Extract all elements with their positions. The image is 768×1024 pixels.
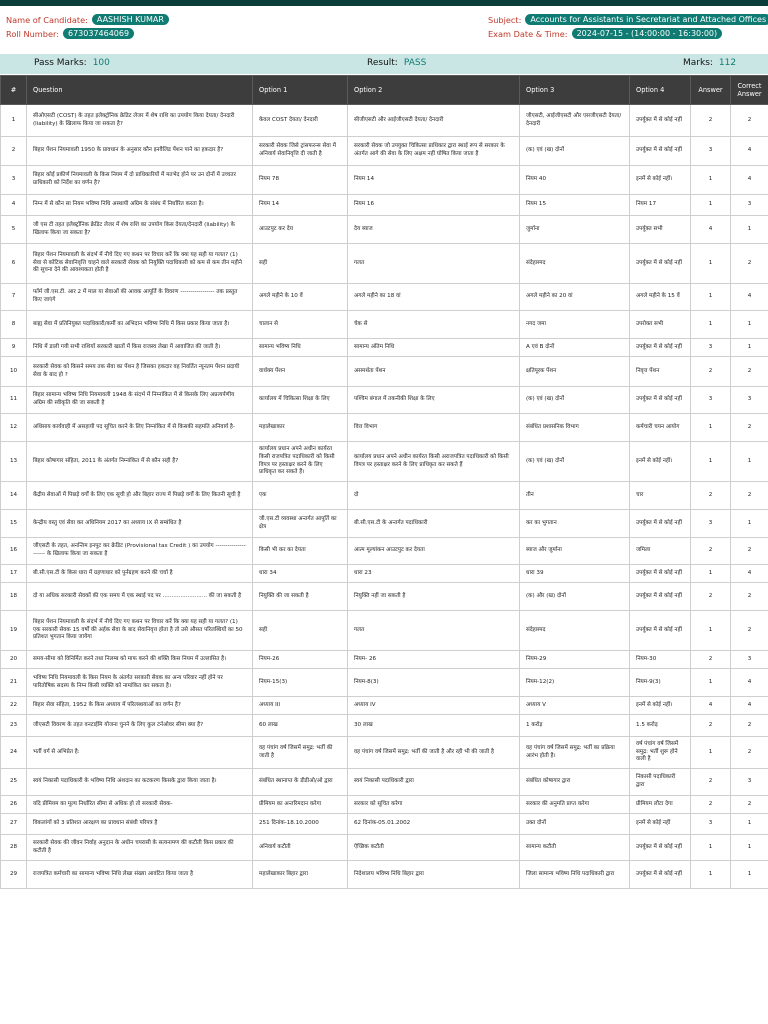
question-text: राजपत्रित कर्मचारी का सामान्य भविष्य निधि लेखा संख्या आवंटित किया जाता है (27, 861, 253, 889)
option-3: ब्याज और जुर्माना (520, 538, 630, 565)
correct-answer: 4 (731, 166, 768, 195)
option-1: नियम 14 (253, 195, 348, 216)
option-4: 1.5 करोड़ (630, 715, 691, 737)
option-4: कर्मचारी चयन आयोग (630, 414, 691, 442)
table-row (1, 611, 768, 651)
option-1: नियम-26 (253, 651, 348, 669)
option-2: कार्यालय प्रधान अपने अधीन कार्यरत किसी अराजपत्रित पदाधिकारी को किसी विपत्र पर हस्ताक्षर करने के लिए प्राधिकृत कर सकते हैं (348, 442, 520, 482)
correct-answer: 1 (731, 311, 768, 339)
option-2: गलत (348, 611, 520, 651)
option-1: सरकारी सेवक जिसे ट्रांसफरन्स सेवा में अनिवार्य सेवानिवृत्ति दी जाती है (253, 137, 348, 166)
option-1: वह पंचांग वर्ष जिसमें समुद्र: भर्ती की जाती है (253, 737, 348, 769)
question-number: 18 (1, 583, 27, 611)
marks-value: 112 (718, 58, 737, 68)
question-number: 19 (1, 611, 27, 651)
result (367, 58, 426, 68)
option-3: धारा 39 (520, 565, 630, 583)
given-answer: 4 (691, 216, 731, 244)
exam-label: Exam Date & Time: (488, 28, 568, 39)
question-text: भविष्य निधि नियमावली के किस नियम के अंतर्गत सरकारी सेवक का अन्य परिवार नहीं होने पर पारितोषिक सदस्य के निम्न किसी व्यक्ति को नामांकित कर सकता है। (27, 669, 253, 697)
correct-answer: 2 (731, 611, 768, 651)
pass-marks-value: 100 (92, 58, 110, 68)
question-text: अधिसाय कार्यवाही में असहायी पद सूचित करने के लिए निम्नांकित में से किसकी सहमति अनिवार्य है- (27, 414, 253, 442)
option-4: चार (630, 482, 691, 510)
correct-answer: 2 (731, 414, 768, 442)
option-2: स्वयं निकासी पदाधिकारी द्वारा (348, 769, 520, 796)
option-2: नियम- 26 (348, 651, 520, 669)
question-text: बिहार पेंशन नियमावली के संदर्भ में नीचे दिए गए कथन पर विचार करें कि क्या यह सही या गलत? (1) सेवा से कोटिक सेवानिवृत्ति चाहने वाले सरकारी सेवक को नियुक्ति पदाधिकारी को कम से कम तीन महीने की सूचना देने की आवश्यकता होती है (27, 244, 253, 284)
table-row (1, 814, 768, 835)
correct-answer: 4 (731, 697, 768, 715)
question-number: 23 (1, 715, 27, 737)
option-4: उपर्युक्त में से कोई नहीं (630, 387, 691, 414)
option-4: इनमें से कोई नहीं। (630, 166, 691, 195)
question-number: 13 (1, 442, 27, 482)
col-header-option-4: Option 4 (630, 76, 691, 105)
option-3: संदेहास्पद (520, 244, 630, 284)
question-text: केन्द्रीय वस्तु एवं सेवा कर अधिनियम 2017 का अध्याय IX से सम्बंधित है (27, 510, 253, 538)
option-1: सही (253, 244, 348, 284)
option-1: सामान्य भविष्य निधि (253, 339, 348, 357)
option-2: नियम-8(3) (348, 669, 520, 697)
table-row (1, 137, 768, 166)
candidate-name-badge: AASHISH KUMAR (92, 14, 169, 25)
question-number: 22 (1, 697, 27, 715)
correct-answer: 4 (731, 669, 768, 697)
table-row (1, 835, 768, 861)
given-answer: 2 (691, 651, 731, 669)
question-text: विकलांगों को 3 प्रतिशत आरक्षण का प्रावधान संबंधी परिपत्र है (27, 814, 253, 835)
option-1: महालेखाकार बिहार द्वारा (253, 861, 348, 889)
option-4: उपर्युक्त में से कोई नहीं (630, 835, 691, 861)
option-1: किसी भी कर का देयता (253, 538, 348, 565)
given-answer: 3 (691, 339, 731, 357)
given-answer: 2 (691, 715, 731, 737)
option-1: एक (253, 482, 348, 510)
correct-answer: 4 (731, 284, 768, 311)
table-row (1, 339, 768, 357)
given-answer: 1 (691, 442, 731, 482)
given-answer: 2 (691, 538, 731, 565)
table-body (1, 105, 768, 889)
option-3: (क) एवं (ख) दोनों (520, 442, 630, 482)
option-1: 60 लाख (253, 715, 348, 737)
option-4: उपर्युक्त में से कोई नहीं (630, 583, 691, 611)
correct-answer: 2 (731, 105, 768, 137)
option-1: नियुक्ति की जा सकती है (253, 583, 348, 611)
table-row (1, 442, 768, 482)
top-accent-bar (0, 0, 768, 6)
question-text: निम्न में से कौन सा नियम भविष्य निधि अस्थायी अग्रिम के संबंध में निर्धारित करता है। (27, 195, 253, 216)
correct-answer: 1 (731, 442, 768, 482)
table-row (1, 216, 768, 244)
given-answer: 2 (691, 105, 731, 137)
option-3: कर का भुगतान (520, 510, 630, 538)
exam-datetime-row (488, 28, 722, 39)
option-4: प्रीमियम लौटा देगा (630, 796, 691, 814)
question-number: 8 (1, 311, 27, 339)
question-text: बिहार सामान्य भविष्य निधि नियमावली 1948 के संदर्भ में निम्नांकित में से किसके लिए अप्रत्यर्पणीय अग्रिम की स्वीकृति की जा सकती है (27, 387, 253, 414)
question-number: 26 (1, 796, 27, 814)
option-4: उपर्युक्त में से कोई नहीं (630, 339, 691, 357)
option-4: नियम 17 (630, 195, 691, 216)
option-2: देय ब्याज (348, 216, 520, 244)
result-value: PASS (403, 58, 427, 68)
option-2: निदेशालय भविष्य निधि बिहार द्वारा (348, 861, 520, 889)
col-header-answer: Answer (691, 76, 731, 105)
correct-answer: 1 (731, 835, 768, 861)
option-3: सामान्य कटौती (520, 835, 630, 861)
given-answer: 1 (691, 166, 731, 195)
question-text: बिहार सेवा संहिता, 1952 के किस अध्याय में परिलब्धयाओं का वर्णन है? (27, 697, 253, 715)
table-row (1, 166, 768, 195)
given-answer: 2 (691, 357, 731, 387)
given-answer: 1 (691, 835, 731, 861)
option-3: नियम-12(2) (520, 669, 630, 697)
correct-answer: 1 (731, 814, 768, 835)
given-answer: 4 (691, 697, 731, 715)
table-row (1, 311, 768, 339)
option-1: अनिवार्य कटौती (253, 835, 348, 861)
given-answer: 1 (691, 861, 731, 889)
option-3: उक्त दोनों (520, 814, 630, 835)
option-2: आत्म मूल्यांकन आउटपुट कर देयता (348, 538, 520, 565)
option-1: सही (253, 611, 348, 651)
option-2: अध्याय IV (348, 697, 520, 715)
table-row (1, 769, 768, 796)
col-header-option-3: Option 3 (520, 76, 630, 105)
col-header-number: # (1, 76, 27, 105)
table-row (1, 796, 768, 814)
given-answer: 1 (691, 669, 731, 697)
question-text: सरकारी सेवक की जीवन निर्वाह अनुदान के अधीन चपरासी के सत्यनामण की कटौती किस प्रकार की कटौती है (27, 835, 253, 861)
option-1: 251 दिनांक-18.10.2000 (253, 814, 348, 835)
question-text: भर्ती वर्ग से अभिप्रेत है: (27, 737, 253, 769)
question-text: फॉर्म जी.एस.टी. आर 2 में माल या सेवाओं की आवक आपूर्ति के विवरण ----------------- तक प्रस्तुत किए जाएंगे (27, 284, 253, 311)
option-2: वित्त विभाग (348, 414, 520, 442)
option-2: चेक से (348, 311, 520, 339)
question-text: केंद्रीय सेवाओं में पिछड़े वर्गों के लिए एक सूची हो और बिहार राज्य में पिछड़े वर्गों के लिए कितनी सूची है (27, 482, 253, 510)
given-answer: 2 (691, 796, 731, 814)
option-1: आउटपुट कर देय (253, 216, 348, 244)
question-text: जी एस टी तहत इलेक्ट्रॉनिक क्रेडिट लेजर में शेष राशि का उपयोग किस देयता/देनदारी (liability) के खिलाफ किया जा सकता है? (27, 216, 253, 244)
table-row (1, 651, 768, 669)
col-header-option-2: Option 2 (348, 76, 520, 105)
option-3: (क) एवं (ख) दोनों (520, 137, 630, 166)
correct-answer: 2 (731, 715, 768, 737)
option-4: निकासी पदाधिकारी द्वारा (630, 769, 691, 796)
option-3: जिला सामान्य भविष्य निधि पदाधिकारी द्वारा (520, 861, 630, 889)
option-4: उपर्युक्त में से कोई नहीं (630, 510, 691, 538)
question-number: 1 (1, 105, 27, 137)
option-3: संबंधित प्रशासनिक विभाग (520, 414, 630, 442)
given-answer: 3 (691, 387, 731, 414)
question-number: 20 (1, 651, 27, 669)
question-text: समय-सीमा को विनिर्मित करने तथा निलम्ब को माफ करने की शक्ति किस नियम में उल्लासित है। (27, 651, 253, 669)
option-3: नियम 15 (520, 195, 630, 216)
exam-datetime-badge: 2024-07-15 - (14:00:00 - 16:30:00) (572, 28, 723, 39)
option-3: 1 करोड़ (520, 715, 630, 737)
correct-answer: 2 (731, 357, 768, 387)
option-1: केवल COST देयता/ देनदारी (253, 105, 348, 137)
given-answer: 1 (691, 195, 731, 216)
option-2: 62 दिनांक-05.01.2002 (348, 814, 520, 835)
given-answer: 1 (691, 737, 731, 769)
option-2: दो (348, 482, 520, 510)
option-3: (क) और (ख) दोनों (520, 583, 630, 611)
question-number: 24 (1, 737, 27, 769)
correct-answer: 4 (731, 565, 768, 583)
option-3: संदेहास्पद (520, 611, 630, 651)
option-3: संबंधित कोषागार द्वारा (520, 769, 630, 796)
option-3: नगद जमा (520, 311, 630, 339)
option-2: अगले महीने का 18 वां (348, 284, 520, 311)
question-number: 29 (1, 861, 27, 889)
question-number: 10 (1, 357, 27, 387)
option-1: धारा 34 (253, 565, 348, 583)
given-answer: 2 (691, 769, 731, 796)
option-4: उपर्युक्त सभी (630, 216, 691, 244)
option-2: सरकार को सूचित करेगा (348, 796, 520, 814)
question-number: 2 (1, 137, 27, 166)
option-3: अगले महीने का 20 वां (520, 284, 630, 311)
given-answer: 1 (691, 565, 731, 583)
option-2: सीजीएसटी और आईजीएसटी देयता/ देनदारी (348, 105, 520, 137)
question-text: बिहार पेंशन नियमावली के संदर्भ में नीचे दिए गए कथन पर विचार करें कि क्या यह सही या गलत? (1) एक सरकारी सेवक 15 वर्षों की अर्हक सेवा के बाद सेवानिवृत्त होता है तो उसे औसत परिलब्धियों का 50 प्रतिशत भुगतान किया जायेगा (27, 611, 253, 651)
correct-answer: 1 (731, 510, 768, 538)
pass-marks (34, 58, 110, 68)
correct-answer: 3 (731, 387, 768, 414)
option-1: नियम-15(3) (253, 669, 348, 697)
option-3: तीन (520, 482, 630, 510)
option-3: (क) एवं (ख) दोनों (520, 387, 630, 414)
marks (683, 58, 736, 68)
given-answer: 3 (691, 510, 731, 538)
table-row (1, 244, 768, 284)
option-4: इनमें से कोई नहीं (630, 814, 691, 835)
option-2: सरकारी सेवक जो उपयुक्त चिकित्सा प्राधिकार द्वारा स्थाई रूप से सरकार के अंतर्गत आगे की सेवा के लिए अक्षम नहीं घोषित किया जाता है (348, 137, 520, 166)
table-row (1, 565, 768, 583)
result-summary-bar (0, 54, 768, 74)
option-2: वह पंचांग वर्ष जिसमें समुद्र: भर्ती की जाती है और रही भी की जाती है (348, 737, 520, 769)
question-number: 14 (1, 482, 27, 510)
col-header-question: Question (27, 76, 253, 105)
table-row (1, 387, 768, 414)
option-4: इनमें से कोई नहीं। (630, 442, 691, 482)
given-answer: 2 (691, 583, 731, 611)
correct-answer: 1 (731, 216, 768, 244)
question-number: 25 (1, 769, 27, 796)
option-4: उपर्युक्त में से कोई नहीं (630, 861, 691, 889)
option-1: जी.एस.टी व्यवस्था अन्तर्गत आपूर्ति का क्षेत्र (253, 510, 348, 538)
table-row (1, 538, 768, 565)
table-row (1, 715, 768, 737)
correct-answer: 3 (731, 651, 768, 669)
question-text: बिहार पेंशन नियमावली 1950 के प्रावधान के अनुसार कौन इनवैलिड पेंशन पाने का हकदार है? (27, 137, 253, 166)
table-row (1, 284, 768, 311)
table-row (1, 105, 768, 137)
question-number: 12 (1, 414, 27, 442)
question-text: दो या अधिक सरकारी सेवकों की एक समय में एक स्थाई पद पर ......................... की जा सकती है (27, 583, 253, 611)
correct-answer: 3 (731, 769, 768, 796)
option-1: कार्यालय में चिकित्सा शिक्षा के लिए (253, 387, 348, 414)
correct-answer: 4 (731, 137, 768, 166)
pass-marks-label: Pass Marks: (34, 58, 87, 68)
subject-row (488, 14, 768, 25)
option-1: नियम 78 (253, 166, 348, 195)
option-3: वह पंचांग वर्ष जिसमें समुद्र: भर्ती का प्रक्रिया आरंभ होती है। (520, 737, 630, 769)
option-4: निवृत्त पेंशन (630, 357, 691, 387)
option-2: नियुक्ति नहीं जा सकती है (348, 583, 520, 611)
correct-answer: 1 (731, 339, 768, 357)
correct-answer: 2 (731, 737, 768, 769)
correct-answer: 2 (731, 583, 768, 611)
correct-answer: 2 (731, 538, 768, 565)
question-number: 16 (1, 538, 27, 565)
option-3: नियम-29 (520, 651, 630, 669)
option-3: अध्याय V (520, 697, 630, 715)
option-2: 30 लाख (348, 715, 520, 737)
roll-number-row (6, 28, 134, 39)
option-4: जमिला (630, 538, 691, 565)
option-3: A एवं B दोनों (520, 339, 630, 357)
question-text: निधि में डाली गयी सभी राशियाँ सरकारी खातों में किस राजस्व लेखा में आवाजित की जाती है। (27, 339, 253, 357)
option-2: नियम 16 (348, 195, 520, 216)
option-2: नियम 14 (348, 166, 520, 195)
candidate-header (0, 10, 768, 54)
question-number: 6 (1, 244, 27, 284)
question-number: 21 (1, 669, 27, 697)
option-1: अगले महीने के 10 वें (253, 284, 348, 311)
given-answer: 2 (691, 482, 731, 510)
option-1: कार्यालय प्रधान अपने अधीन कार्यरत किसी राजपत्रित पदाधिकारी को किसी विपत्र पर हस्ताक्षर करने के लिए प्राधिकृत कर सकते हैं। (253, 442, 348, 482)
question-text: स्वयं निकासी पदाधिकारी के भविष्य निधि अंशदान का कटकरण किसके द्वारा किया जाता है। (27, 769, 253, 796)
option-4: अगले महीने के 15 वें (630, 284, 691, 311)
question-number: 15 (1, 510, 27, 538)
option-1: वार्धक्य पेंशन (253, 357, 348, 387)
option-4: उपर्युक्त में से कोई नहीं (630, 137, 691, 166)
marks-label: Marks: (683, 58, 713, 68)
table-row (1, 510, 768, 538)
option-3: सरकार की अनुमति प्राप्त करेगा (520, 796, 630, 814)
option-3: नियम 40 (520, 166, 630, 195)
table-row (1, 737, 768, 769)
question-number: 28 (1, 835, 27, 861)
question-number: 17 (1, 565, 27, 583)
option-1: प्रीमियम का अन्तरिमदान करेगा (253, 796, 348, 814)
table-row (1, 357, 768, 387)
question-number: 3 (1, 166, 27, 195)
question-text: सीओएसटी (COST) के तहत इलेक्ट्रॉनिक क्रेडिट लेजर में शेष राशि का उपयोग किया देयता/ देनदारी (liability) के खिलाफ किया जा सकता है? (27, 105, 253, 137)
table-row (1, 583, 768, 611)
given-answer: 3 (691, 814, 731, 835)
table-row (1, 414, 768, 442)
option-4: नियम-9(3) (630, 669, 691, 697)
option-2: ऐच्छिक कटौती (348, 835, 520, 861)
roll-label: Roll Number: (6, 28, 59, 39)
table-row (1, 482, 768, 510)
option-2: सामान्य अंतिम निधि (348, 339, 520, 357)
option-4: उपरोक्त सभी (630, 311, 691, 339)
question-number: 5 (1, 216, 27, 244)
table-row (1, 697, 768, 715)
question-number: 11 (1, 387, 27, 414)
table-row (1, 861, 768, 889)
correct-answer: 2 (731, 244, 768, 284)
candidate-label: Name of Candidate: (6, 14, 88, 25)
option-2: धारा 23 (348, 565, 520, 583)
question-number: 4 (1, 195, 27, 216)
option-3: जुर्माना (520, 216, 630, 244)
question-text: जीएसटी के तहत, अनन्तिम इनपुट कर क्रेडिट (Provisional tax Credit ) का उपयोग --------------------- के खिलाफ किया जा सकता है (27, 538, 253, 565)
option-2: असमर्थता पेंशन (348, 357, 520, 387)
option-1: चालान से (253, 311, 348, 339)
roll-number-badge: 673037464069 (63, 28, 134, 39)
given-answer: 1 (691, 284, 731, 311)
option-4: नियम-30 (630, 651, 691, 669)
question-number: 7 (1, 284, 27, 311)
col-header-correct-answer: Correct Answer (731, 76, 768, 105)
option-4: उपर्युक्त में से कोई नहीं (630, 244, 691, 284)
question-number: 27 (1, 814, 27, 835)
candidate-name-row (6, 14, 169, 25)
option-4: उपर्युक्त में से कोई नहीं (630, 565, 691, 583)
option-4: उपर्युक्त में से कोई नहीं (630, 105, 691, 137)
given-answer: 1 (691, 311, 731, 339)
question-text: बिहार कोषागार संहिता, 2011 के अंतर्गत निम्नांकित में से कौन सही है? (27, 442, 253, 482)
given-answer: 3 (691, 137, 731, 166)
correct-answer: 2 (731, 796, 768, 814)
given-answer: 1 (691, 414, 731, 442)
subject-badge: Accounts for Assistants in Secretariat and Attached Offices (525, 14, 768, 25)
correct-answer: 3 (731, 195, 768, 216)
option-3: जीएसटी, आईजीएसटी और एसजीएसटी देयता/ देनदारी (520, 105, 630, 137)
question-text: बाह्य सेवा में प्रतिनियुक्त पदाधिकारी/कर्मी का अभिदान भविष्य निधि में किस प्रकार किया जाता है। (27, 311, 253, 339)
question-text: जीएसटी विवरण के तहत वनटाईमि योजना चुनने के लिए कुल टर्नओवर सीमा क्या है? (27, 715, 253, 737)
result-label: Result: (367, 58, 398, 68)
option-1: संबंधित स्थानाप्त के डीडीओ/ओ द्वारा (253, 769, 348, 796)
correct-answer: 2 (731, 482, 768, 510)
question-text: सरकारी सेवक को किसने समय तक सेवा का पेंशन है जिसका हकदार वह निवर्तित न्यूनतम पेंशन प्रदायी सेवा के बाद हो ? (27, 357, 253, 387)
given-answer: 1 (691, 244, 731, 284)
option-2: पश्चिम बंगाल में तकनीकी शिक्षा के लिए (348, 387, 520, 414)
question-text: बिहार कोई प्रकीर्ण नियमावली के किस नियम में दो प्राधिकारियों में मतभेद होने पर उन दोनों में उच्चतर प्राधिकारी को निर्देश का वर्णन है? (27, 166, 253, 195)
subject-label: Subject: (488, 14, 522, 25)
correct-answer: 1 (731, 861, 768, 889)
answer-sheet-table (0, 75, 768, 889)
option-1: महालेखाकार (253, 414, 348, 442)
option-3: क्षतिपूरक पेंशन (520, 357, 630, 387)
table-row (1, 195, 768, 216)
option-1: अध्याय III (253, 697, 348, 715)
question-number: 9 (1, 339, 27, 357)
question-text: यदि प्रीमियम का मूल्य निर्धारित सीमा से अधिक हो तो सरकारी सेवक- (27, 796, 253, 814)
given-answer: 1 (691, 611, 731, 651)
option-2: बी.सी.एस.टी के अन्तर्गत पदाधिकारी (348, 510, 520, 538)
col-header-option-1: Option 1 (253, 76, 348, 105)
option-4: इनमें से कोई नहीं। (630, 697, 691, 715)
question-text: बी.सी.एस.टी के किस धारा में ग्रहणाधार को पुर्नग्रहण करने की चर्चा है (27, 565, 253, 583)
option-4: उपर्युक्त में से कोई नहीं (630, 611, 691, 651)
option-4: वर्ष पंचांग वर्ष जिसमें समुद्र: भर्ती शुरू होने वाली है (630, 737, 691, 769)
table-row (1, 669, 768, 697)
table-header-row (1, 76, 768, 105)
option-2: गलत (348, 244, 520, 284)
